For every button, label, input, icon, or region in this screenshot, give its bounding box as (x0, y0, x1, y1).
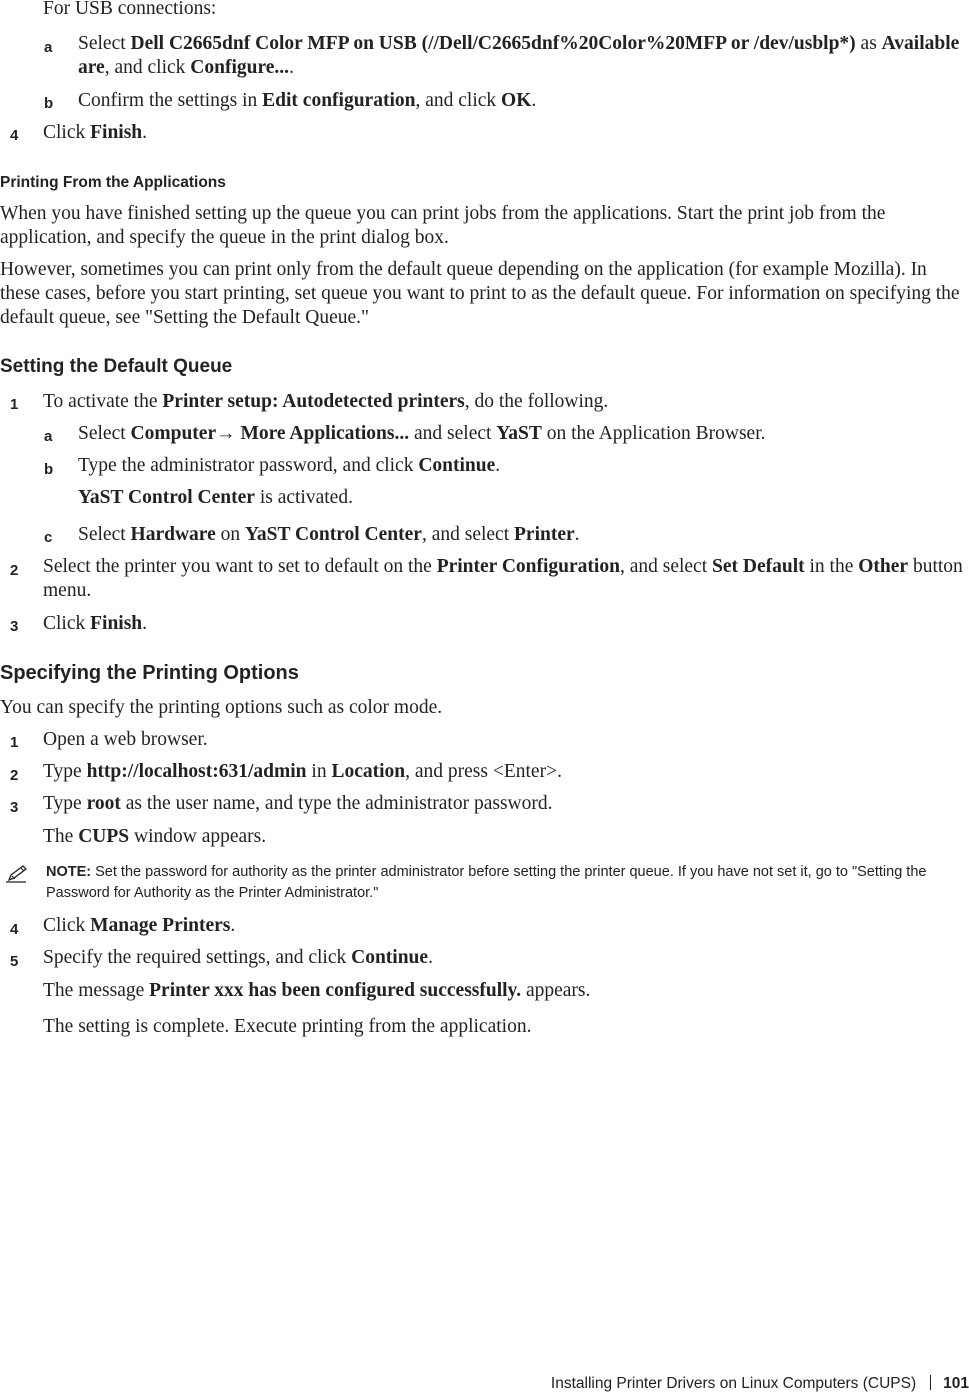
footer-chapter-title: Installing Printer Drivers on Linux Computers (CUPS) (550, 1375, 917, 1392)
step-number-4: 4 (10, 127, 19, 144)
step-number-2: 2 (10, 767, 19, 784)
printing-options-step-2: Type http://localhost:631/admin in Location, and press <Enter>. (43, 761, 562, 782)
usb-step-a: Select Dell C2665dnf Color MFP on USB (//Dell/C2665dnf%20Color%20MFP or /dev/usblp*) as Available are, and click Configure.... (78, 33, 960, 78)
step-label-b: b (44, 461, 54, 478)
default-queue-step-1c: Select Hardware on YaST Control Center, and select Printer. (78, 524, 580, 545)
page-footer (551, 1374, 969, 1394)
step-number-4: 4 (10, 921, 19, 938)
step-number-5: 5 (10, 953, 19, 970)
default-queue-step-1b-result: YaST Control Center is activated. (78, 487, 353, 508)
page-number: 101 (943, 1375, 969, 1392)
default-queue-step-1: To activate the Printer setup: Autodetected printers, do the following. (43, 391, 609, 412)
printing-options-intro: You can specify the printing options such as color mode. (0, 697, 443, 718)
step-number-1: 1 (10, 396, 19, 413)
heading-printing-from-apps: Printing From the Applications (0, 174, 226, 191)
pencil-note-icon (4, 864, 32, 884)
printing-options-complete: The setting is complete. Execute printing from the application. (43, 1016, 532, 1037)
default-queue-step-3: Click Finish. (43, 613, 148, 634)
heading-default-queue: Setting the Default Queue (0, 356, 233, 377)
default-queue-step-2: Select the printer you want to set to default on the Printer Configuration, and select Set Default in the Other button menu. (43, 556, 963, 601)
step-label-c: c (44, 529, 53, 546)
note-password-authority: NOTE: Set the password for authority as the printer administrator before setting the printer queue. If you have not set it, go to "Setting the Password for Authority as the Printer Administrator." (46, 864, 927, 901)
printing-options-step-3-result: The CUPS window appears. (43, 826, 267, 847)
printing-options-step-5: Specify the required settings, and click Continue. (43, 947, 433, 968)
footer-separator (930, 1375, 931, 1390)
step-number-1: 1 (10, 734, 19, 751)
printing-apps-para1: When you have finished setting up the queue you can print jobs from the applications. Start the print job from the application, and specify the queue in the print dialog box. (0, 203, 886, 248)
step-label-a: a (44, 428, 53, 445)
printing-options-step-5-result: The message Printer xxx has been configured successfully. appears. (43, 980, 591, 1001)
default-queue-step-1a: Select Computer→ More Applications... and select YaST on the Application Browser. (78, 423, 766, 444)
printing-options-step-4: Click Manage Printers. (43, 915, 236, 936)
printing-options-step-3: Type root as the user name, and type the administrator password. (43, 793, 553, 814)
heading-printing-options: Specifying the Printing Options (0, 662, 299, 684)
usb-intro: For USB connections: (43, 0, 217, 19)
step-number-3: 3 (10, 799, 19, 816)
printing-apps-para2: However, sometimes you can print only from the default queue depending on the application (for example Mozilla). In these cases, before you start printing, set queue you want to print to as the default queue. For information on specifying the default queue, see "Setting the Default Queue." (0, 259, 960, 328)
step-label-a: a (44, 39, 53, 56)
usb-step-4: Click Finish. (43, 122, 148, 143)
step-number-3: 3 (10, 618, 19, 635)
default-queue-step-1b: Type the administrator password, and click Continue. (78, 455, 501, 476)
step-number-2: 2 (10, 562, 19, 579)
step-label-b: b (44, 95, 54, 112)
usb-step-b: Confirm the settings in Edit configuration, and click OK. (78, 90, 537, 111)
printing-options-step-1: Open a web browser. (43, 729, 208, 750)
